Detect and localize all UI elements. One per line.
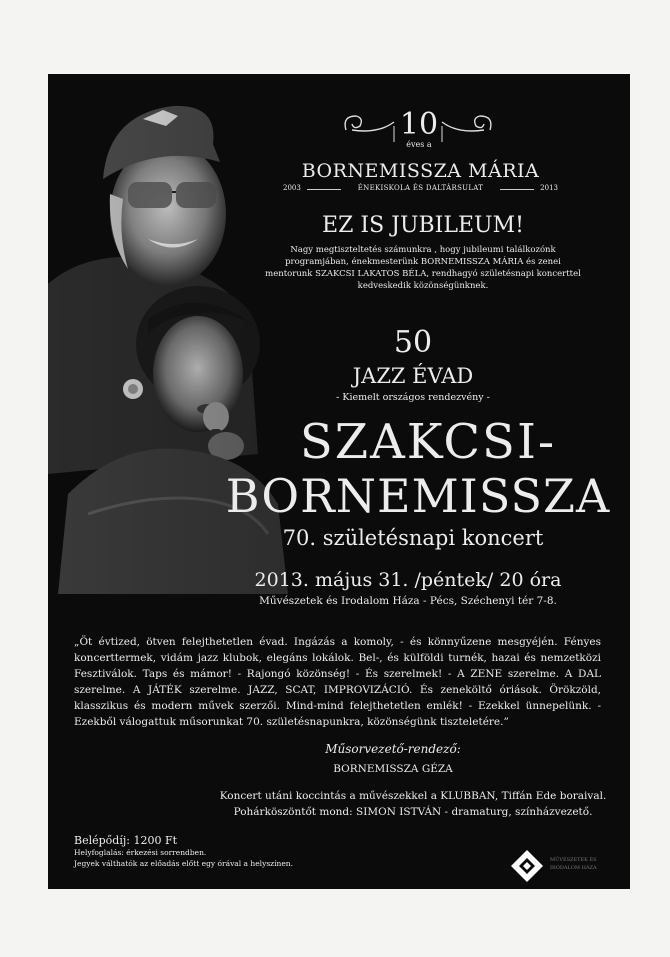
venue-logo-icon — [510, 849, 544, 883]
event-venue: Művészetek és Irodalom Háza - Pécs, Széchenyi tér 7-8. — [259, 595, 557, 607]
ticket-booking-info: Helyfoglalás: érkezési sorrendben. — [74, 848, 207, 857]
concert-title: 70. születésnapi koncert — [282, 526, 544, 550]
school-name: BORNEMISSZA MÁRIA — [301, 160, 540, 182]
school-year-range — [283, 184, 558, 196]
anniversary-years-sub: éves a — [406, 140, 432, 149]
intro-text: Nagy megtiszteltetés számunkra , hogy jubileumi találkozónk programjában, énekmesterünk BORNEMISSZA MÁRIA és zenei mentorunk SZAKCSI LAKATOS BÉLA, rendhagyó születésnapi koncerttel kedveskedik közönségünknek. — [265, 245, 581, 291]
host-name: BORNEMISSZA GÉZA — [333, 763, 453, 775]
year-divider — [500, 189, 534, 190]
jubilee-title: EZ IS JUBILEUM! — [322, 213, 524, 238]
jazz-season-number: 50 — [393, 325, 433, 360]
event-highlight: - Kiemelt országos rendezvény - — [336, 392, 490, 403]
school-subtitle: ÉNEKISKOLA ÉS DALTÁRSULAT — [357, 184, 484, 192]
ticket-price: Belépődíj: 1200 Ft — [74, 834, 178, 847]
event-datetime: 2013. május 31. /péntek/ 20 óra — [254, 569, 562, 591]
concert-poster — [48, 74, 630, 889]
performer-name-line1: SZAKCSI- — [299, 414, 557, 470]
jazz-season-label: JAZZ ÉVAD — [352, 364, 474, 388]
after-party-line2: Pohárköszöntőt mond: SIMON ISTVÁN - dramaturg, színházvezető. — [233, 806, 593, 818]
venue-logo-text: MŰVÉSZETEK ÉS IRODALOM HÁZA — [550, 857, 597, 871]
ticket-info — [74, 834, 334, 869]
program-quote: „Öt évtized, ötven felejthetetlen évad. Ingázás a komoly, - és könnyűzene mesgyéjén. Fényes koncerttermek, vidám jazz klubok, elegáns lokálok. Bel-, és külföldi turnék, hazai és nemzetközi Fesztiválok. Taps és mámor! - Rajongó közönség! - És szerelmek! - A ZENE szerelme. A DAL szerelme. A JÁTÉK szerelme. JAZZ, SCAT, IMPROVIZÁCIÓ. És zeneköltő óriások. Örökzöld, klasszikus és modern művek szerzői. Mind-mind felejthetetlen emlék! - Ezekkel ünnepelünk. - Ezekből válogattuk műsorunkat 70. születésnapunkra, közönségünk tiszteletére.” — [74, 636, 601, 728]
year-start: 2003 — [283, 184, 301, 192]
ticket-sales-info: Jegyek válthatók az előadás előtt egy órával a helyszínen. — [74, 859, 293, 868]
year-end: 2013 — [540, 184, 558, 192]
anniversary-years: 10 — [399, 107, 439, 142]
host-label: Műsorvezető-rendező: — [325, 742, 461, 756]
after-party-line1: Koncert utáni koccintás a művészekkel a KLUBBAN, Tiffán Ede boraival. — [219, 790, 607, 802]
anniversary-emblem — [338, 108, 498, 158]
performer-name-line2: BORNEMISSZA — [225, 469, 611, 523]
after-party-info — [218, 788, 608, 820]
